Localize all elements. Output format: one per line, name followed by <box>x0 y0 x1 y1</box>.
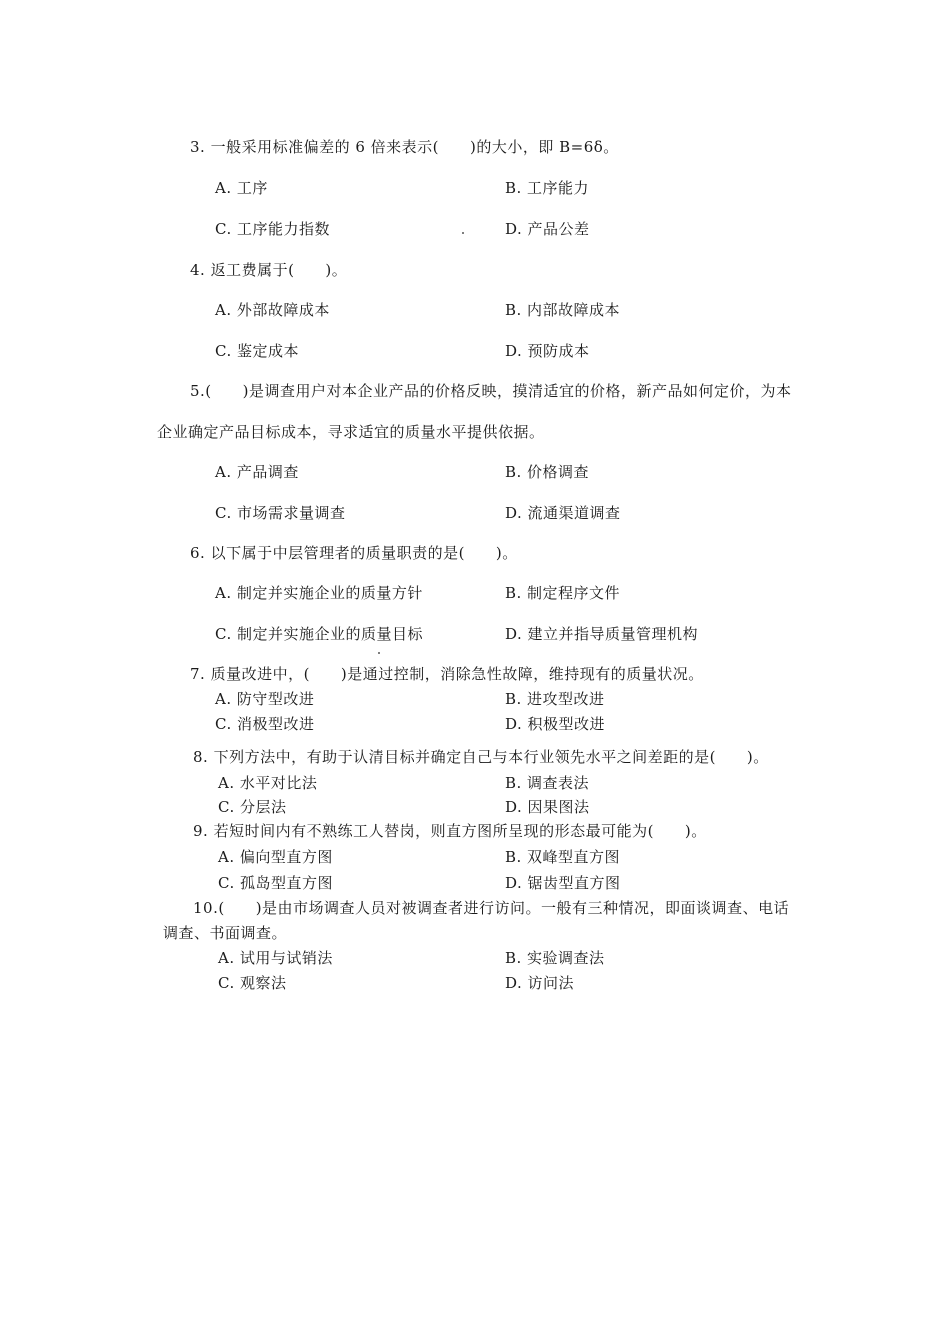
question-4-option-c: C. 鉴定成本 <box>215 342 299 360</box>
question-9-option-a: A. 偏向型直方图 <box>218 848 333 866</box>
question-3-option-a: A. 工序 <box>215 179 268 197</box>
question-4-option-d: D. 预防成本 <box>505 342 590 360</box>
question-8-stem: 8. 下列方法中，有助于认清目标并确定自己与本行业领先水平之间差距的是( )。 <box>193 748 769 766</box>
question-5-option-b: B. 价格调查 <box>505 463 590 481</box>
question-6-option-b: B. 制定程序文件 <box>505 584 621 602</box>
question-10-stem: 10.( )是由市场调查人员对被调查者进行访问。一般有三种情况，即面谈调查、电话 <box>193 899 790 917</box>
question-6-stem: 6. 以下属于中层管理者的质量职责的是( )。 <box>190 544 518 562</box>
question-6-option-c: C. 制定并实施企业的质量目标 <box>215 625 423 643</box>
question-8-option-a: A. 水平对比法 <box>218 774 318 792</box>
question-7-stem: 7. 质量改进中，( )是通过控制，消除急性故障，维持现有的质量状况。 <box>190 665 704 683</box>
question-10-option-a: A. 试用与试销法 <box>218 949 333 967</box>
question-8-option-c: C. 分层法 <box>218 798 287 816</box>
question-8-option-b: B. 调查表法 <box>505 774 590 792</box>
question-4-stem: 4. 返工费属于( )。 <box>190 261 348 279</box>
question-9-stem: 9. 若短时间内有不熟练工人替岗，则直方图所呈现的形态最可能为( )。 <box>193 822 707 840</box>
question-5-option-d: D. 流通渠道调查 <box>505 504 621 522</box>
question-5-option-c: C. 市场需求量调查 <box>215 504 346 522</box>
question-7-option-c: C. 消极型改进 <box>215 715 315 733</box>
question-10-option-d: D. 访问法 <box>505 974 575 992</box>
question-4-option-a: A. 外部故障成本 <box>215 301 330 319</box>
question-5-option-a: A. 产品调查 <box>215 463 299 481</box>
question-8-option-d: D. 因果图法 <box>505 798 590 816</box>
question-3-option-b: B. 工序能力 <box>505 179 590 197</box>
question-4-option-b: B. 内部故障成本 <box>505 301 621 319</box>
question-6-option-d: D. 建立并指导质量管理机构 <box>505 625 699 643</box>
scan-speck <box>462 232 464 234</box>
scan-speck <box>378 652 380 654</box>
question-10-option-c: C. 观察法 <box>218 974 287 992</box>
question-3-option-c: C. 工序能力指数 <box>215 220 330 238</box>
question-10-stem-continued: 调查、书面调查。 <box>163 924 288 942</box>
question-7-option-d: D. 积极型改进 <box>505 715 606 733</box>
question-5-stem: 5.( )是调查用户对本企业产品的价格反映，摸清适宜的价格，新产品如何定价，为本 <box>190 382 792 400</box>
question-10-option-b: B. 实验调查法 <box>505 949 605 967</box>
question-9-option-b: B. 双峰型直方图 <box>505 848 621 866</box>
question-6-option-a: A. 制定并实施企业的质量方针 <box>215 584 423 602</box>
question-3-option-d: D. 产品公差 <box>505 220 590 238</box>
question-7-option-b: B. 进攻型改进 <box>505 690 605 708</box>
question-9-option-c: C. 孤岛型直方图 <box>218 874 333 892</box>
question-5-stem-continued: 企业确定产品目标成本，寻求适宜的质量水平提供依据。 <box>157 423 545 441</box>
question-3-stem: 3. 一般采用标准偏差的 6 倍来表示( )的大小，即 B=6δ。 <box>190 138 619 156</box>
question-9-option-d: D. 锯齿型直方图 <box>505 874 621 892</box>
question-7-option-a: A. 防守型改进 <box>215 690 315 708</box>
